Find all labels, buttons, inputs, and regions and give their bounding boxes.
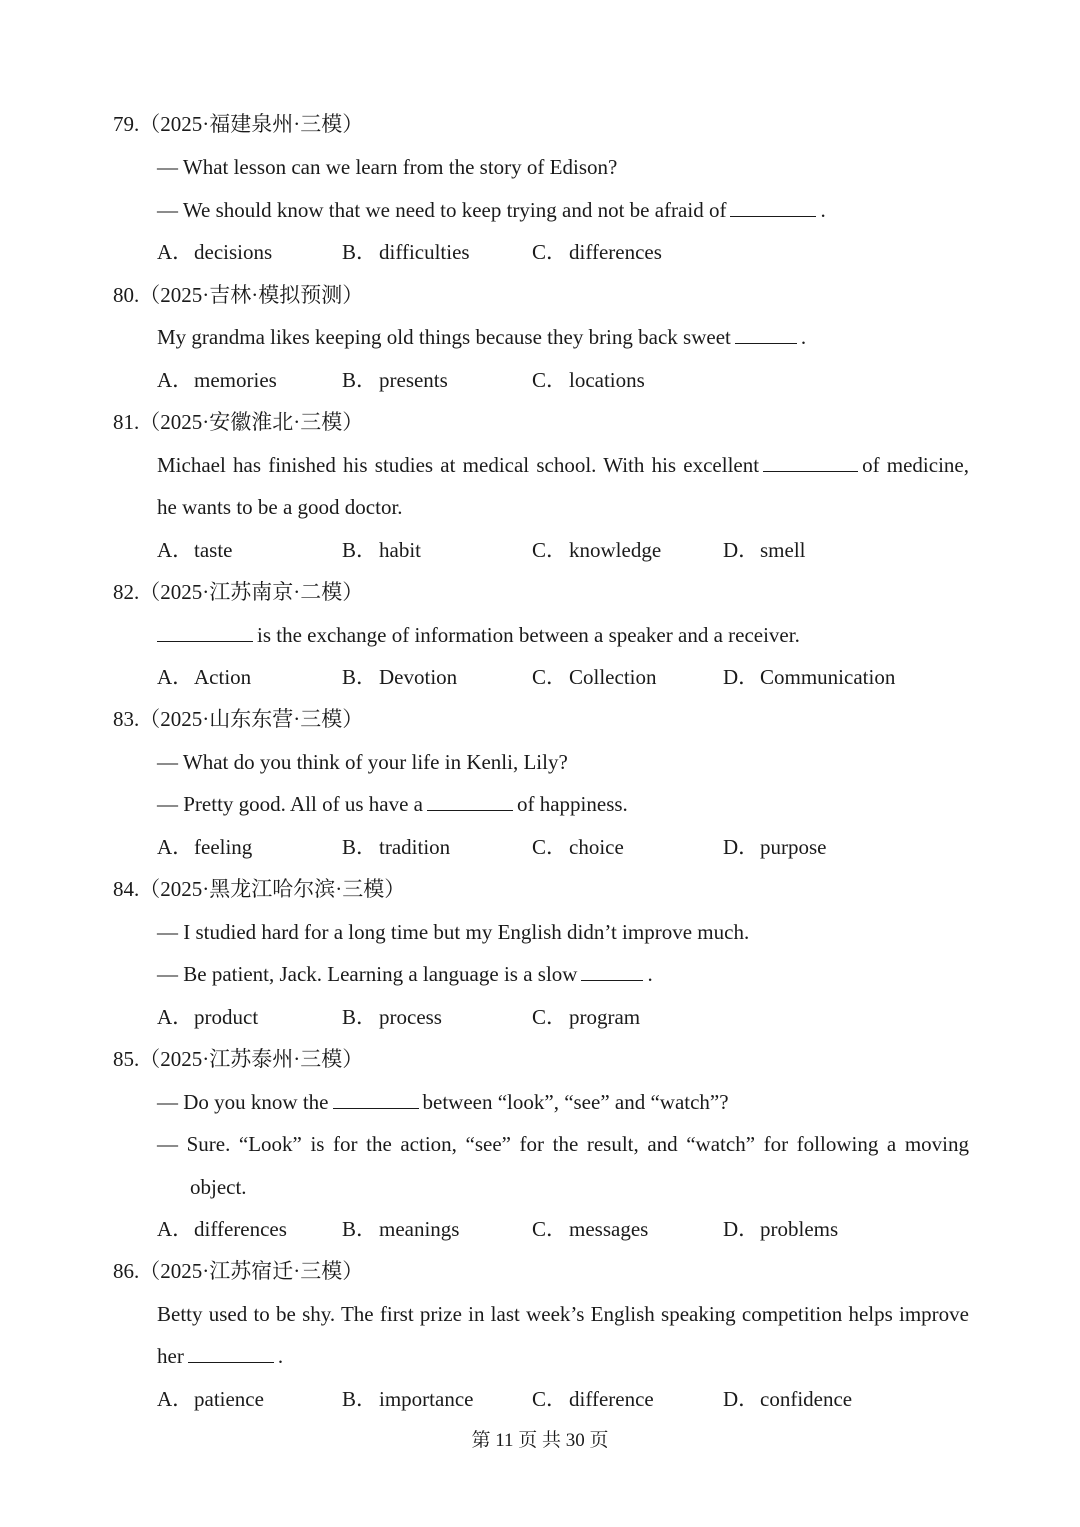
answer-blank [427,790,513,811]
option-letter: A． [157,835,194,859]
question-85-line-2 [157,1130,969,1158]
option-text: difference [569,1387,654,1411]
option-letter: D． [723,1387,760,1411]
question-text: . [800,325,807,349]
option-letter: C． [532,368,568,392]
option-text: Devotion [379,665,458,689]
question-source: （2025·黑龙江哈尔滨·三模） [139,877,406,901]
question-85-line-1 [157,1088,729,1116]
question-84-option-b [342,1003,442,1031]
question-86-option-c [532,1385,654,1413]
question-text: . [820,198,826,222]
question-82-option-c [532,663,657,691]
option-letter: A． [157,1005,194,1029]
question-81-line-2 [157,493,403,521]
question-85-option-c [532,1215,648,1243]
question-number: 80. [113,283,140,307]
option-text: Communication [760,665,896,689]
question-84-option-c [532,1003,640,1031]
option-letter: C． [532,1387,568,1411]
question-source: （2025·福建泉州·三模） [139,112,364,136]
question-text: between “look”, “see” and “watch”? [422,1090,729,1114]
option-text: knowledge [569,538,662,562]
option-text: program [569,1005,641,1029]
option-letter: B． [342,1217,378,1241]
question-81-option-b [342,536,421,564]
question-84-header [113,875,405,903]
option-letter: C． [532,538,568,562]
question-85-option-a [157,1215,287,1243]
question-84-line-1 [157,918,749,946]
question-83-line-2 [157,790,628,818]
option-text: differences [569,240,662,264]
question-80-option-c [532,366,645,394]
question-text: of happiness. [516,792,628,816]
option-text: patience [194,1387,264,1411]
option-letter: C． [532,835,568,859]
option-text: presents [379,368,448,392]
question-text: is the exchange of information between a speaker and a receiver. [257,623,800,647]
question-number: 79. [113,112,140,136]
option-letter: B． [342,368,378,392]
question-81-option-c [532,536,661,564]
question-81-header [113,408,363,436]
question-text: — What do you think of your life in Kenli, Lily? [157,750,568,774]
option-letter: B． [342,1387,378,1411]
question-text: — Be patient, Jack. Learning a language is a slow [157,962,578,986]
option-letter: A． [157,1387,194,1411]
question-81-line-1 [157,451,969,479]
question-text: her [157,1344,184,1368]
question-79-option-b [342,238,470,266]
question-text: — What lesson can we learn from the story of Edison? [157,155,618,179]
option-letter: A． [157,538,194,562]
question-85-line-3 [190,1173,247,1201]
question-82-option-d [723,663,895,691]
option-text: feeling [194,835,253,859]
question-86-header [113,1257,363,1285]
question-83-header [113,705,363,733]
question-source: （2025·江苏南京·二模） [139,580,364,604]
question-83-option-c [532,833,624,861]
question-82-line-1 [157,621,800,649]
question-86-option-b [342,1385,473,1413]
option-letter: B． [342,538,378,562]
question-number: 81. [113,410,140,434]
question-79-option-a [157,238,272,266]
question-83-line-1 [157,748,568,776]
question-85-option-d [723,1215,838,1243]
option-text: memories [194,368,277,392]
option-text: meanings [379,1217,460,1241]
question-source: （2025·吉林·模拟预测） [139,283,364,307]
question-source: （2025·江苏宿迁·三模） [139,1259,364,1283]
option-text: confidence [760,1387,853,1411]
answer-blank [333,1088,419,1109]
option-text: messages [569,1217,649,1241]
question-82-option-b [342,663,457,691]
option-text: taste [194,538,233,562]
option-text: importance [379,1387,474,1411]
question-81-option-a [157,536,232,564]
option-letter: A． [157,1217,194,1241]
option-letter: C． [532,665,568,689]
question-text: My grandma likes keeping old things because they bring back sweet [157,325,731,349]
option-letter: A． [157,240,194,264]
answer-blank [188,1342,274,1363]
option-text: locations [569,368,645,392]
question-84-option-a [157,1003,258,1031]
question-number: 86. [113,1259,140,1283]
question-number: 83. [113,707,140,731]
question-84-line-2 [157,960,653,988]
question-80-line-1 [157,323,806,351]
question-text: — Sure. “Look” is for the action, “see” for the result, and “watch” for following a moving [157,1132,969,1156]
question-text: he wants to be a good doctor. [157,495,403,519]
question-number: 82. [113,580,140,604]
option-text: Action [194,665,252,689]
question-86-option-a [157,1385,264,1413]
question-83-option-b [342,833,450,861]
option-text: habit [379,538,421,562]
question-79-line-1 [157,153,617,181]
option-letter: B． [342,240,378,264]
option-text: problems [760,1217,839,1241]
question-83-option-a [157,833,252,861]
question-79-header [113,110,363,138]
option-text: tradition [379,835,451,859]
answer-blank [735,323,797,344]
question-text: Michael has finished his studies at medical school. With his excellent [157,453,760,477]
question-text: object. [190,1175,247,1199]
question-86-line-2 [157,1342,283,1370]
question-82-option-a [157,663,251,691]
question-80-option-b [342,366,448,394]
option-text: product [194,1005,259,1029]
option-letter: C． [532,1005,568,1029]
answer-blank [730,196,816,217]
question-79-option-c [532,238,662,266]
option-letter: B． [342,665,378,689]
question-text: of medicine, [862,453,969,477]
question-80-header [113,281,363,309]
option-text: Collection [569,665,657,689]
option-letter: C． [532,240,568,264]
question-source: （2025·安徽淮北·三模） [139,410,364,434]
answer-blank [157,621,253,642]
option-text: smell [760,538,806,562]
option-text: differences [194,1217,287,1241]
option-letter: B． [342,1005,378,1029]
question-text: Betty used to be shy. The first prize in last week’s English speaking competition helps improve [157,1302,969,1326]
question-source: （2025·山东东营·三模） [139,707,364,731]
question-number: 84. [113,877,140,901]
option-text: difficulties [379,240,470,264]
question-80-option-a [157,366,277,394]
question-text: — We should know that we need to keep trying and not be afraid of [157,198,727,222]
option-text: purpose [760,835,827,859]
option-letter: A． [157,368,194,392]
answer-blank [581,960,643,981]
question-85-header [113,1045,363,1073]
question-86-line-1 [157,1300,969,1328]
option-letter: D． [723,538,760,562]
question-text: — Pretty good. All of us have a [157,792,423,816]
question-text: . [647,962,653,986]
option-letter: A． [157,665,194,689]
question-source: （2025·江苏泰州·三模） [139,1047,364,1071]
option-text: choice [569,835,624,859]
question-85-option-b [342,1215,459,1243]
option-letter: D． [723,835,760,859]
option-letter: D． [723,665,760,689]
question-79-line-2 [157,196,826,224]
question-81-option-d [723,536,806,564]
question-text: — I studied hard for a long time but my English didn’t improve much. [157,920,750,944]
answer-blank [763,451,858,472]
question-86-option-d [723,1385,852,1413]
option-text: decisions [194,240,273,264]
question-number: 85. [113,1047,140,1071]
option-letter: C． [532,1217,568,1241]
option-letter: D． [723,1217,760,1241]
question-83-option-d [723,833,827,861]
question-82-header [113,578,363,606]
question-text: . [277,1344,284,1368]
option-text: process [379,1005,442,1029]
page-footer: 第 11 页 共 30 页 [471,1430,609,1451]
option-letter: B． [342,835,378,859]
question-text: — Do you know the [157,1090,329,1114]
